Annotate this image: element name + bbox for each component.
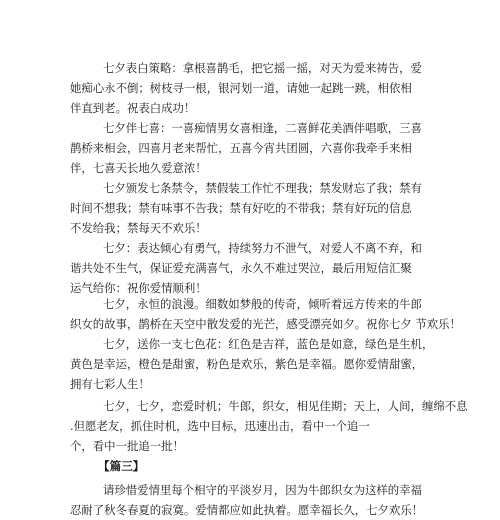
paragraph-cherish-love: [70, 480, 430, 520]
section-heading: 【篇三】: [98, 459, 145, 473]
paragraph-seven-joys: [70, 118, 430, 178]
text-line: 七夕颁发七条禁令，禁假装工作忙不理我；禁发财忘了我；禁有: [103, 181, 422, 195]
text-line: 七夕伴七喜：一喜痴情男女喜相逢，二喜鲜花美酒伴唱歌，三喜: [103, 121, 422, 135]
text-line: 请珍惜爱情里每个相守的平淡岁月，因为牛郎织女为这样的幸福: [103, 483, 422, 497]
text-line: 时间不想我；禁有味事不告我；禁有好吃的不带我；禁有好玩的信息: [70, 201, 412, 215]
text-line: 伴直到老。祝表白成功！: [70, 101, 196, 115]
text-line: 拥有七彩人生！: [70, 377, 150, 391]
paragraph-eternal-romance: [70, 294, 461, 334]
text-line: 七夕表白策略：拿根喜鹊毛，把它摇一摇，对天为爱来祷告，爱: [103, 61, 422, 75]
text-line: 运气给你：祝你爱情顺利！: [70, 281, 207, 295]
text-line: 鹊桥来相会，四喜月老来帮忙，五喜今宵共团圆，六喜你我牵手来相: [70, 141, 412, 155]
text-line: .但愿老友，抓住时机，选中目标，迅速出击，看中一个追一: [70, 419, 370, 433]
text-line: 七夕，永恒的浪漫。细数如梦般的传奇，倾听着远方传来的牛郎: [103, 297, 422, 311]
paragraph-seven-color-flower: [70, 334, 434, 394]
text-line: 七夕，七夕，恋爱时机；牛郎，织女，相见佳期；天上，人间，缠绵不息: [103, 399, 468, 413]
paragraph-love-opportunity: [70, 396, 468, 456]
paragraph-seven-bans: [70, 178, 430, 238]
text-line: 七夕：表达倾心有勇气，持续努力不泄气，对爱人不离不弃，和: [103, 241, 422, 255]
text-line: 个，看中一批追一批！: [70, 439, 184, 453]
paragraph-confession-strategy: [70, 58, 430, 118]
text-line: 织女的故事，鹊桥在天空中散发爱的光芒，感受漂亮如夕。祝你七夕 节欢乐！: [70, 317, 461, 331]
text-line: 忍耐了秋冬春夏的寂寞。爱情都应如此执着。愿幸福长久，七夕欢乐！: [70, 503, 424, 517]
text-line: 伴，七喜天长地久爱意浓！: [70, 161, 207, 175]
text-line: 不发给我；禁每天不欢乐！: [70, 221, 207, 235]
paragraph-courage: [70, 238, 430, 298]
text-line: 谐共处不生气，保证爱充满喜气，永久不难过哭泣，最后用短信汇聚: [70, 261, 412, 275]
text-line: 她痴心永不倒；树枝寻一根，银河划一道，请她一起跳一跳，相依相: [70, 81, 412, 95]
text-line: 黄色是幸运，橙色是甜蜜，粉色是欢乐，紫色是幸福。愿你爱情甜蜜，: [70, 357, 424, 371]
text-line: 七夕，送你一支七色花：红色是吉祥，蓝色是如意，绿色是生机，: [103, 337, 434, 351]
